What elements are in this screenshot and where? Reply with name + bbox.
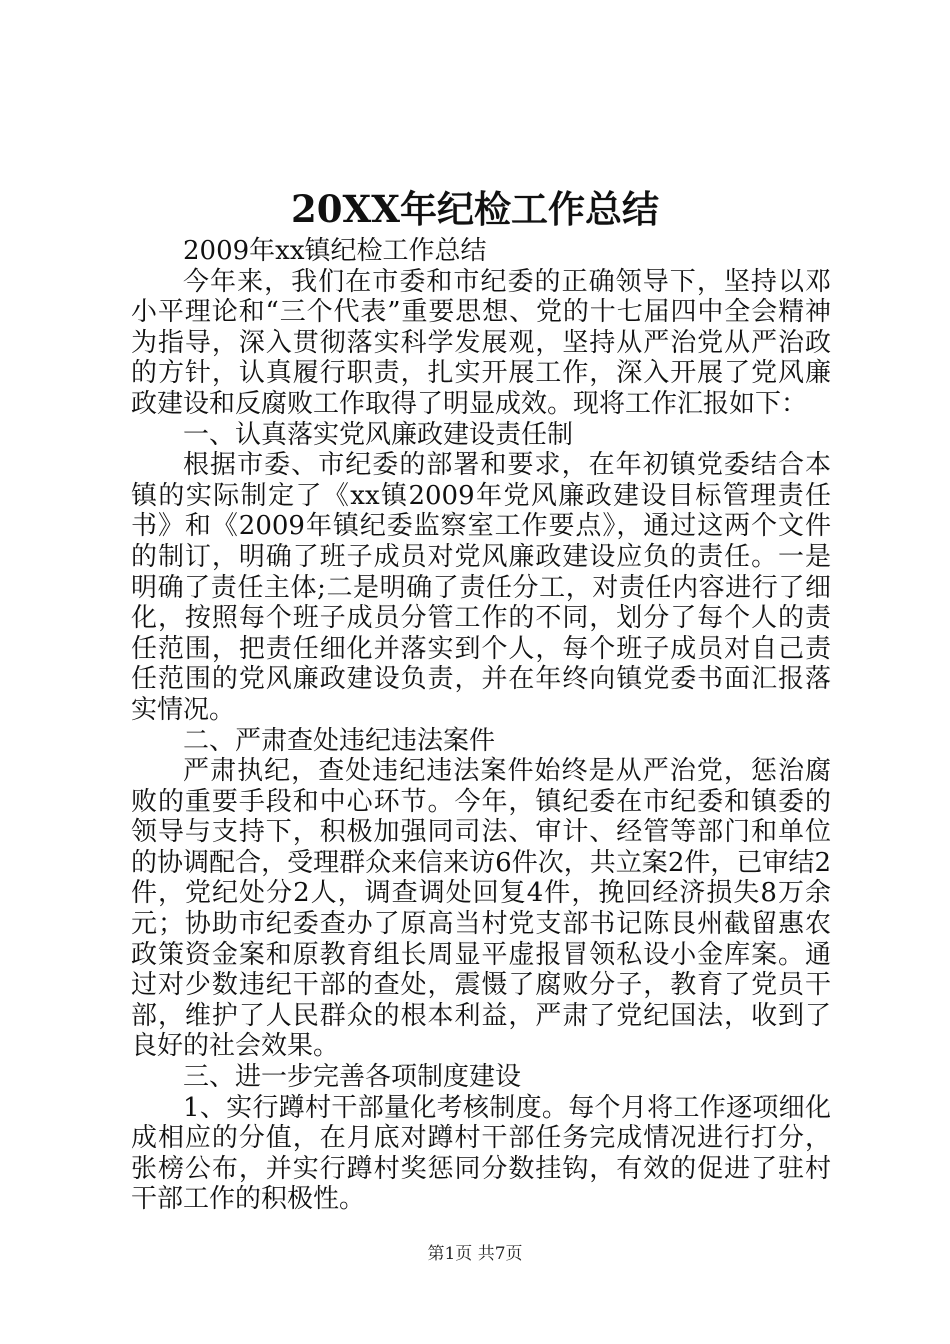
document-body xyxy=(131,236,831,1215)
section-2-paragraph: 严肃执纪，查处违纪违法案件始终是从严治党，惩治腐败的重要手段和中心环节。今年，镇纪委在市纪委和镇委的领导与支持下，积极加强同司法、审计、经管等部门和单位的协调配合，受理群众来信来访6件次，共立案2件，已审结2件，党纪处分2人，调查调处回复4件，挽回经济损失8万余元；协助市纪委查办了原高当村党支部书记陈艮州截留惠农政策资金案和原教育组长周显平虚报冒领私设小金库案。通过对少数违纪干部的查处，震慑了腐败分子，教育了党员干部，维护了人民群众的根本利益，严肃了党纪国法，收到了良好的社会效果。 xyxy=(131,756,831,1062)
page-number-footer: 第1页 共7页 xyxy=(427,1244,523,1264)
section-1-paragraph: 根据市委、市纪委的部署和要求，在年初镇党委结合本镇的实际制定了《xx镇2009年党风廉政建设目标管理责任书》和《2009年镇纪委监察室工作要点》，通过这两个文件的制订，明确了班子成员对党风廉政建设应负的责任。一是明确了责任主体;二是明确了责任分工，对责任内容进行了细化，按照每个班子成员分管工作的不同，划分了每个人的责任范围，把责任细化并落实到个人，每个班子成员对自己责任范围的党风廉政建设负责，并在年终向镇党委书面汇报落实情况。 xyxy=(131,450,831,725)
section-3-paragraph: 1、实行蹲村干部量化考核制度。每个月将工作逐项细化成相应的分值，在月底对蹲村干部任务完成情况进行打分，张榜公布，并实行蹲村奖惩同分数挂钩，有效的促进了驻村干部工作的积极性。 xyxy=(131,1092,831,1215)
subtitle-paragraph: 2009年xx镇纪检工作总结 xyxy=(183,236,487,266)
section-heading-3: 三、进一步完善各项制度建设 xyxy=(183,1062,522,1093)
intro-paragraph: 今年来，我们在市委和市纪委的正确领导下，坚持以邓小平理论和“三个代表”重要思想、党的十七届四中全会精神为指导，深入贯彻落实科学发展观，坚持从严治党从严治政的方针，认真履行职责，扎实开展工作，深入开展了党风廉政建设和反腐败工作取得了明显成效。现将工作汇报如下： xyxy=(131,266,831,419)
section-heading-1: 一、认真落实党风廉政建设责任制 xyxy=(183,419,574,450)
section-heading-2: 二、严肃查处违纪违法案件 xyxy=(183,725,496,756)
document-title: 20XX年纪检工作总结 xyxy=(291,187,659,231)
